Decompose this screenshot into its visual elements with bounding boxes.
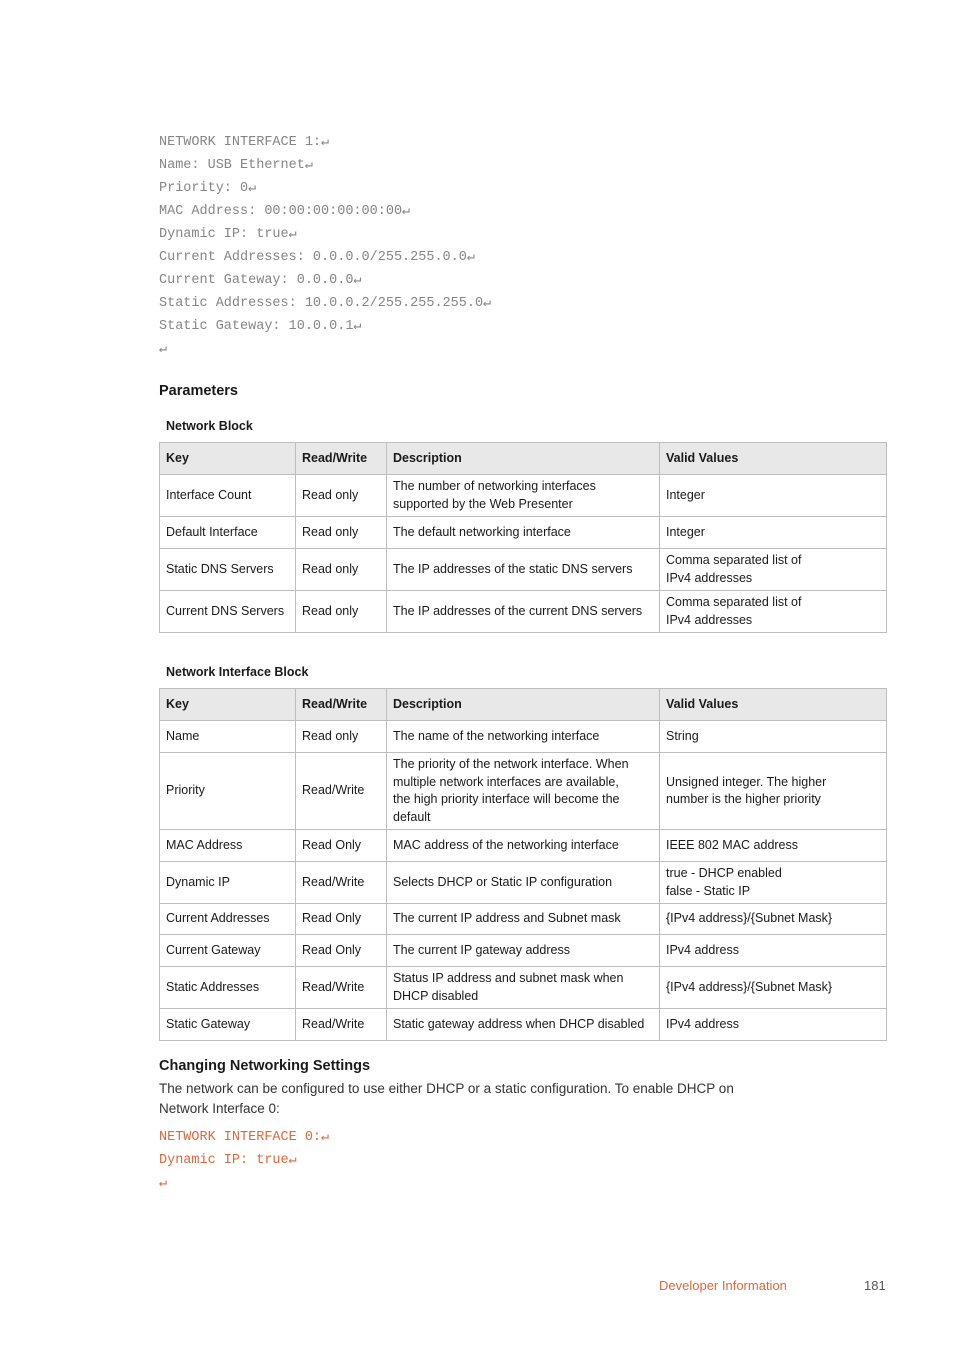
parameters-heading: Parameters: [159, 383, 238, 399]
code-line: ↵: [159, 1176, 168, 1191]
cell-read-write: Read/Write: [296, 967, 387, 1009]
code-line: Name: USB Ethernet↵: [159, 158, 313, 173]
cell-read-write: Read only: [296, 721, 387, 753]
cell-valid-values: Integer: [660, 475, 887, 517]
cell-key: Current DNS Servers: [160, 591, 296, 633]
cell-valid-values: {IPv4 address}/{Subnet Mask}: [660, 904, 887, 935]
changing-networking-settings-heading: Changing Networking Settings: [159, 1058, 371, 1074]
cell-valid-values: IEEE 802 MAC address: [660, 830, 887, 862]
cell-description: The current IP address and Subnet mask: [387, 904, 660, 935]
table-row: [160, 475, 887, 517]
cell-description: The IP addresses of the current DNS servers: [387, 591, 660, 633]
cell-description: The name of the networking interface: [387, 721, 660, 753]
code-line: Current Addresses: 0.0.0.0/255.255.0.0↵: [159, 250, 475, 265]
cell-description: The number of networking interfaces supported by the Web Presenter: [387, 475, 660, 517]
cell-key: Current Addresses: [160, 904, 296, 935]
cell-read-write: Read only: [296, 475, 387, 517]
network-interface-block-title: Network Interface Block: [166, 665, 309, 679]
cell-read-write: Read only: [296, 549, 387, 591]
table-header-row: [160, 689, 887, 721]
cell-read-write: Read Only: [296, 935, 387, 967]
footer-section-title: Developer Information: [659, 1278, 787, 1293]
cell-read-write: Read/Write: [296, 753, 387, 830]
cell-read-write: Read/Write: [296, 862, 387, 904]
cell-valid-values: IPv4 address: [660, 935, 887, 967]
code-line: NETWORK INTERFACE 1:↵: [159, 135, 330, 150]
code-line: Static Gateway: 10.0.0.1↵: [159, 319, 362, 334]
cell-description: Selects DHCP or Static IP configuration: [387, 862, 660, 904]
cell-valid-values: Comma separated list of IPv4 addresses: [660, 549, 887, 591]
cell-valid-values: IPv4 address: [660, 1009, 887, 1041]
cell-read-write: Read only: [296, 517, 387, 549]
table-row: [160, 517, 887, 549]
header-valid-values: Valid Values: [660, 689, 887, 721]
cell-key: Static Addresses: [160, 967, 296, 1009]
header-valid-values: Valid Values: [660, 443, 887, 475]
header-read-write: Read/Write: [296, 443, 387, 475]
cell-read-write: Read/Write: [296, 1009, 387, 1041]
table-header-row: [160, 443, 887, 475]
cell-read-write: Read only: [296, 591, 387, 633]
cell-key: Interface Count: [160, 475, 296, 517]
cell-valid-values: Comma separated list of IPv4 addresses: [660, 591, 887, 633]
cell-description: The current IP gateway address: [387, 935, 660, 967]
table-row: [160, 753, 887, 830]
cell-key: Current Gateway: [160, 935, 296, 967]
table-row: [160, 967, 887, 1009]
cell-key: Static DNS Servers: [160, 549, 296, 591]
code-line: ↵: [159, 342, 168, 357]
table-row: [160, 1009, 887, 1041]
cell-description: Status IP address and subnet mask when DHCP disabled: [387, 967, 660, 1009]
network-interface-block-table: [159, 688, 887, 1041]
cell-valid-values: true - DHCP enabled false - Static IP: [660, 862, 887, 904]
header-read-write: Read/Write: [296, 689, 387, 721]
cell-valid-values: Integer: [660, 517, 887, 549]
cell-read-write: Read Only: [296, 904, 387, 935]
code-line: MAC Address: 00:00:00:00:00:00↵: [159, 204, 411, 219]
cell-description: The priority of the network interface. When multiple network interfaces are available, the high priority interface will become the default: [387, 753, 660, 830]
cell-key: MAC Address: [160, 830, 296, 862]
table-row: [160, 904, 887, 935]
code-line: Static Addresses: 10.0.0.2/255.255.255.0↵: [159, 296, 492, 311]
header-key: Key: [160, 443, 296, 475]
cell-description: MAC address of the networking interface: [387, 830, 660, 862]
code-line: Dynamic IP: true↵: [159, 227, 297, 242]
changing-networking-paragraph: The network can be configured to use either DHCP or a static configuration. To enable DHCP on Network Interface 0:: [159, 1081, 734, 1116]
code-example-enable-dhcp: [159, 1126, 329, 1195]
cell-key: Dynamic IP: [160, 862, 296, 904]
cell-read-write: Read Only: [296, 830, 387, 862]
table-row: [160, 549, 887, 591]
cell-key: Static Gateway: [160, 1009, 296, 1041]
header-description: Description: [387, 443, 660, 475]
code-line: Priority: 0↵: [159, 181, 257, 196]
code-example-interface-1: [159, 131, 491, 361]
page-number: 181: [864, 1278, 886, 1293]
code-line: Current Gateway: 0.0.0.0↵: [159, 273, 362, 288]
cell-valid-values: {IPv4 address}/{Subnet Mask}: [660, 967, 887, 1009]
header-description: Description: [387, 689, 660, 721]
cell-key: Name: [160, 721, 296, 753]
code-line: Dynamic IP: true↵: [159, 1153, 297, 1168]
code-line: NETWORK INTERFACE 0:↵: [159, 1130, 330, 1145]
table-row: [160, 591, 887, 633]
table-row: [160, 721, 887, 753]
cell-key: Priority: [160, 753, 296, 830]
cell-key: Default Interface: [160, 517, 296, 549]
table-row: [160, 862, 887, 904]
cell-valid-values: String: [660, 721, 887, 753]
table-row: [160, 935, 887, 967]
header-key: Key: [160, 689, 296, 721]
cell-description: The IP addresses of the static DNS servers: [387, 549, 660, 591]
network-block-title: Network Block: [166, 419, 253, 433]
cell-description: Static gateway address when DHCP disabled: [387, 1009, 660, 1041]
network-block-table: [159, 442, 887, 633]
table-row: [160, 830, 887, 862]
cell-description: The default networking interface: [387, 517, 660, 549]
cell-valid-values: Unsigned integer. The higher number is the higher priority: [660, 753, 887, 830]
